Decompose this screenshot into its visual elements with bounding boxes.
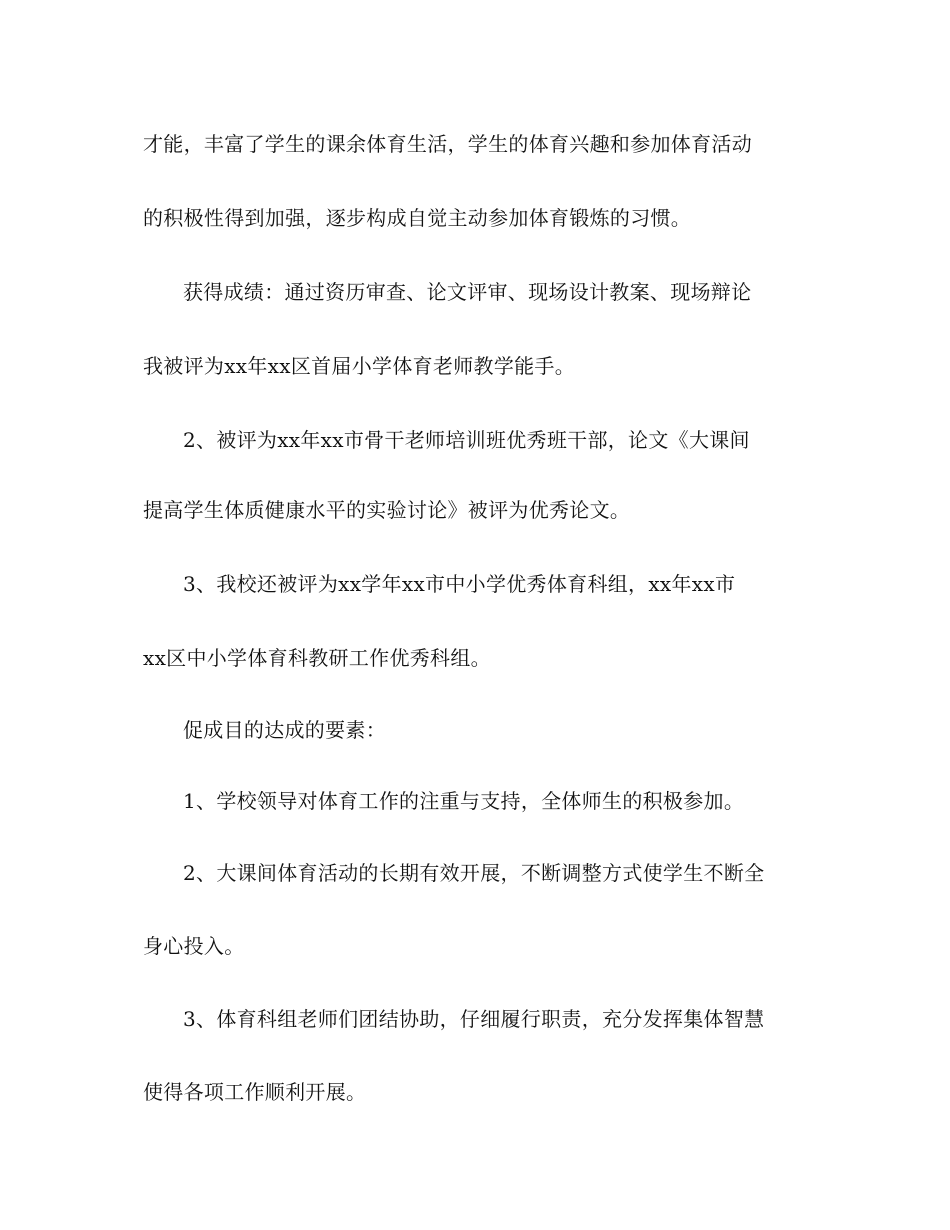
text-line: xx区中小学体育科教研工作优秀科组。 (143, 646, 491, 670)
text-line: 才能，丰富了学生的课余体育生活，学生的体育兴趣和参加体育活动 (143, 132, 752, 156)
text-line: 使得各项工作顺利开展。 (143, 1080, 367, 1104)
text-line: 2、被评为xx年xx市骨干老师培训班优秀班干部，论文《大课间 (183, 428, 750, 452)
text-line: 2、大课间体育活动的长期有效开展，不断调整方式使学生不断全 (183, 861, 765, 885)
text-line: 的积极性得到加强，逐步构成自觉主动参加体育锻炼的习惯。 (143, 206, 692, 230)
text-line: 获得成绩：通过资历审查、论文评审、现场设计教案、现场辩论 (183, 280, 752, 304)
text-line: 提高学生体质健康水平的实验讨论》被评为优秀论文。 (143, 498, 631, 522)
text-line: 3、我校还被评为xx学年xx市中小学优秀体育科组，xx年xx市 (183, 572, 736, 596)
text-line: 身心投入。 (143, 934, 245, 958)
text-line: 我被评为xx年xx区首届小学体育老师教学能手。 (143, 354, 576, 378)
text-line: 促成目的达成的要素： (183, 718, 386, 742)
text-line: 1、学校领导对体育工作的注重与支持，全体师生的积极参加。 (183, 789, 745, 813)
text-line: 3、体育科组老师们团结协助，仔细履行职责，充分发挥集体智慧 (183, 1007, 765, 1031)
